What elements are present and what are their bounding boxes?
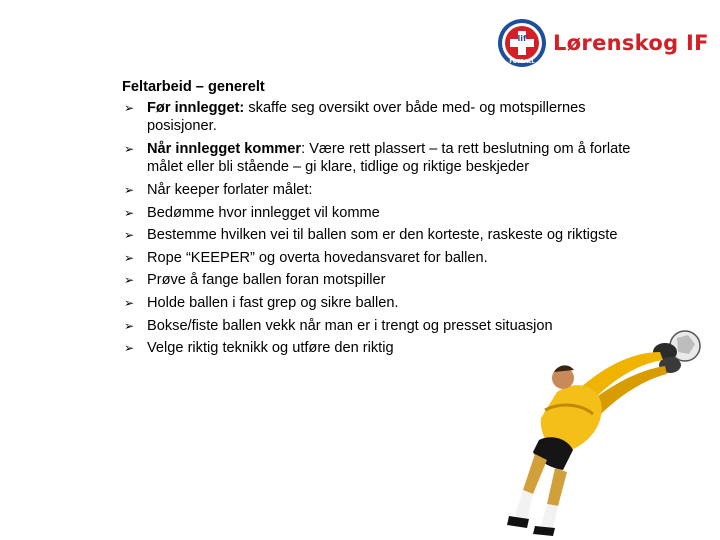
bullet-item-text: skaffe seg oversikt over både med- og motspillernes posisjoner. [147, 99, 586, 135]
bullet-item-text: Prøve å fange ballen foran motspiller [147, 272, 386, 289]
arrowhead-right-icon: ➢ [124, 100, 135, 115]
arrowhead-right-icon: ➢ [124, 341, 135, 356]
badge-bottom-text: FOTBALL [509, 59, 535, 65]
bullet-item-text: Holde ballen i fast grep og sikre ballen. [147, 294, 399, 311]
arrowhead-right-icon: ➢ [124, 205, 135, 220]
club-name: Lørenskog IF [553, 31, 709, 55]
bullet-item [122, 249, 642, 268]
bullet-item [122, 294, 642, 313]
bullet-item [122, 226, 642, 245]
arrowhead-right-icon: ➢ [124, 273, 135, 288]
bullet-item-text: Rope “KEEPER” og overta hovedansvaret for ballen. [147, 249, 488, 266]
bullet-item [122, 99, 642, 136]
bullet-item-text: Velge riktig teknikk og utføre den riktig [147, 340, 394, 357]
bullet-item-text: : Være rett plassert – ta rett beslutning om å forlate målet eller bli stående – gi klare, tidlige og riktige beskjeder [147, 140, 631, 176]
bullet-item-bold: Før innlegget: [147, 99, 245, 116]
badge-top-text: lif [517, 34, 527, 43]
goalkeeper-illustration [505, 318, 715, 540]
arrowhead-right-icon: ➢ [124, 295, 135, 310]
arrowhead-right-icon: ➢ [124, 318, 135, 333]
bullet-item-text: Bedømme hvor innlegget vil komme [147, 204, 380, 221]
arrowhead-right-icon: ➢ [124, 182, 135, 197]
club-badge-icon [497, 18, 547, 68]
bullet-item [122, 204, 642, 223]
bullet-item [122, 181, 642, 200]
club-logo [497, 18, 711, 68]
bullet-item-text: Bestemme hvilken vei til ballen som er den korteste, raskeste og riktigste [147, 227, 618, 244]
bullet-item [122, 140, 642, 177]
arrowhead-right-icon: ➢ [124, 141, 135, 156]
bullet-item-text: Bokse/fiste ballen vekk når man er i trengt og presset situasjon [147, 317, 553, 334]
bullet-item-bold: Når innlegget kommer [147, 140, 302, 157]
arrowhead-right-icon: ➢ [124, 228, 135, 243]
bullet-item-text: Når keeper forlater målet: [147, 181, 313, 198]
arrowhead-right-icon: ➢ [124, 250, 135, 265]
bullet-item [122, 271, 642, 290]
slide-heading: Feltarbeid – generelt [122, 79, 265, 95]
